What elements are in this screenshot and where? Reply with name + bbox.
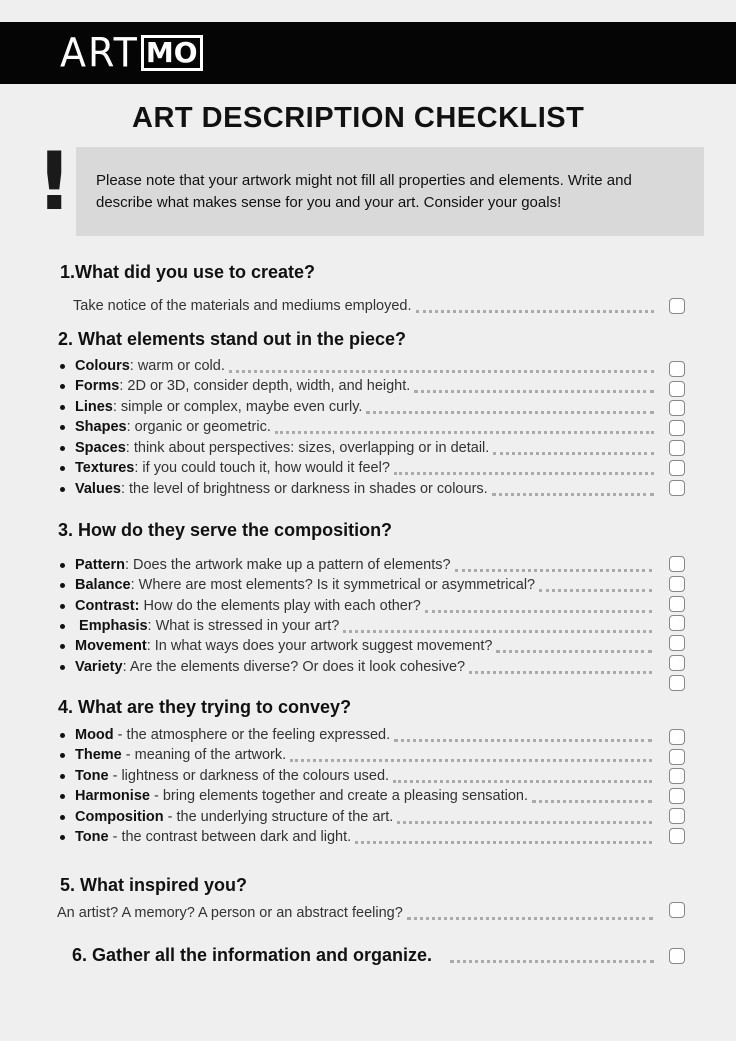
section-6-heading: 6. Gather all the information and organize. xyxy=(72,944,433,965)
checkbox[interactable] xyxy=(669,420,685,436)
section-2-heading: 2. What elements stand out in the piece? xyxy=(58,329,407,349)
list-item: Tone - lightness or darkness of the colours used. xyxy=(60,766,658,786)
list-item: Harmonise - bring elements together and create a pleasing sensation. xyxy=(60,786,658,806)
checkbox[interactable] xyxy=(669,556,685,572)
note-box xyxy=(76,147,704,236)
section-1-heading: 1.What did you use to create? xyxy=(60,262,316,282)
checkbox[interactable] xyxy=(669,596,685,612)
list-item: Pattern: Does the artwork make up a pattern of elements? xyxy=(60,555,658,575)
page-title: ART DESCRIPTION CHECKLIST xyxy=(132,102,585,134)
list-item: Shapes: organic or geometric. xyxy=(60,417,660,437)
list-item: Movement: In what ways does your artwork suggest movement? xyxy=(60,636,658,656)
checkbox[interactable] xyxy=(669,948,685,964)
checkbox[interactable] xyxy=(669,381,685,397)
checkbox[interactable] xyxy=(669,828,685,844)
checkbox[interactable] xyxy=(669,655,685,671)
checkbox[interactable] xyxy=(669,635,685,651)
checkbox[interactable] xyxy=(669,361,685,377)
section-4-heading: 4. What are they trying to convey? xyxy=(58,697,352,717)
list-item: Spaces: think about perspectives: sizes, overlapping or in detail. xyxy=(60,438,660,458)
exclamation-icon: ! xyxy=(36,135,73,228)
checkbox[interactable] xyxy=(669,788,685,804)
checkbox[interactable] xyxy=(669,576,685,592)
list-item: Balance: Where are most elements? Is it symmetrical or asymmetrical? xyxy=(60,575,658,595)
checkbox[interactable] xyxy=(669,460,685,476)
checkbox[interactable] xyxy=(669,768,685,784)
list-item: Emphasis: What is stressed in your art? xyxy=(60,616,658,636)
list-item: Tone - the contrast between dark and light. xyxy=(60,827,658,847)
section-5-heading: 5. What inspired you? xyxy=(60,875,248,895)
list-item: Composition - the underlying structure of the art. xyxy=(60,807,658,827)
checkbox[interactable] xyxy=(669,675,685,691)
checkbox[interactable] xyxy=(669,615,685,631)
checkbox[interactable] xyxy=(669,440,685,456)
checkbox[interactable] xyxy=(669,298,685,314)
checkbox[interactable] xyxy=(669,808,685,824)
checkbox[interactable] xyxy=(669,749,685,765)
list-item: Mood - the atmosphere or the feeling expressed. xyxy=(60,725,658,745)
list-item: Theme - meaning of the artwork. xyxy=(60,745,658,765)
note-text: Please note that your artwork might not fill all properties and elements. Write and describe what makes sense for you and your art. Consider your goals! xyxy=(96,172,632,211)
list-item: Lines: simple or complex, maybe even curly. xyxy=(60,397,660,417)
section-3-heading: 3. How do they serve the composition? xyxy=(58,520,393,540)
list-item: Take notice of the materials and mediums employed. xyxy=(73,296,660,316)
list-item: An artist? A memory? A person or an abstract feeling? xyxy=(57,903,659,923)
checkbox[interactable] xyxy=(669,902,685,918)
checkbox[interactable] xyxy=(669,480,685,496)
list-item: Variety: Are the elements diverse? Or does it look cohesive? xyxy=(60,657,658,677)
list-item: Values: the level of brightness or darkness in shades or colours. xyxy=(60,479,660,499)
list-item: Contrast: How do the elements play with each other? xyxy=(60,596,658,616)
section-6-row xyxy=(72,944,660,966)
checkbox[interactable] xyxy=(669,729,685,745)
list-item: Forms: 2D or 3D, consider depth, width, and height. xyxy=(60,376,660,396)
checkbox[interactable] xyxy=(669,400,685,416)
list-item: Colours: warm or cold. xyxy=(60,356,660,376)
list-item: Textures: if you could touch it, how would it feel? xyxy=(60,458,660,478)
artmo-logo: ART MO xyxy=(60,33,203,73)
